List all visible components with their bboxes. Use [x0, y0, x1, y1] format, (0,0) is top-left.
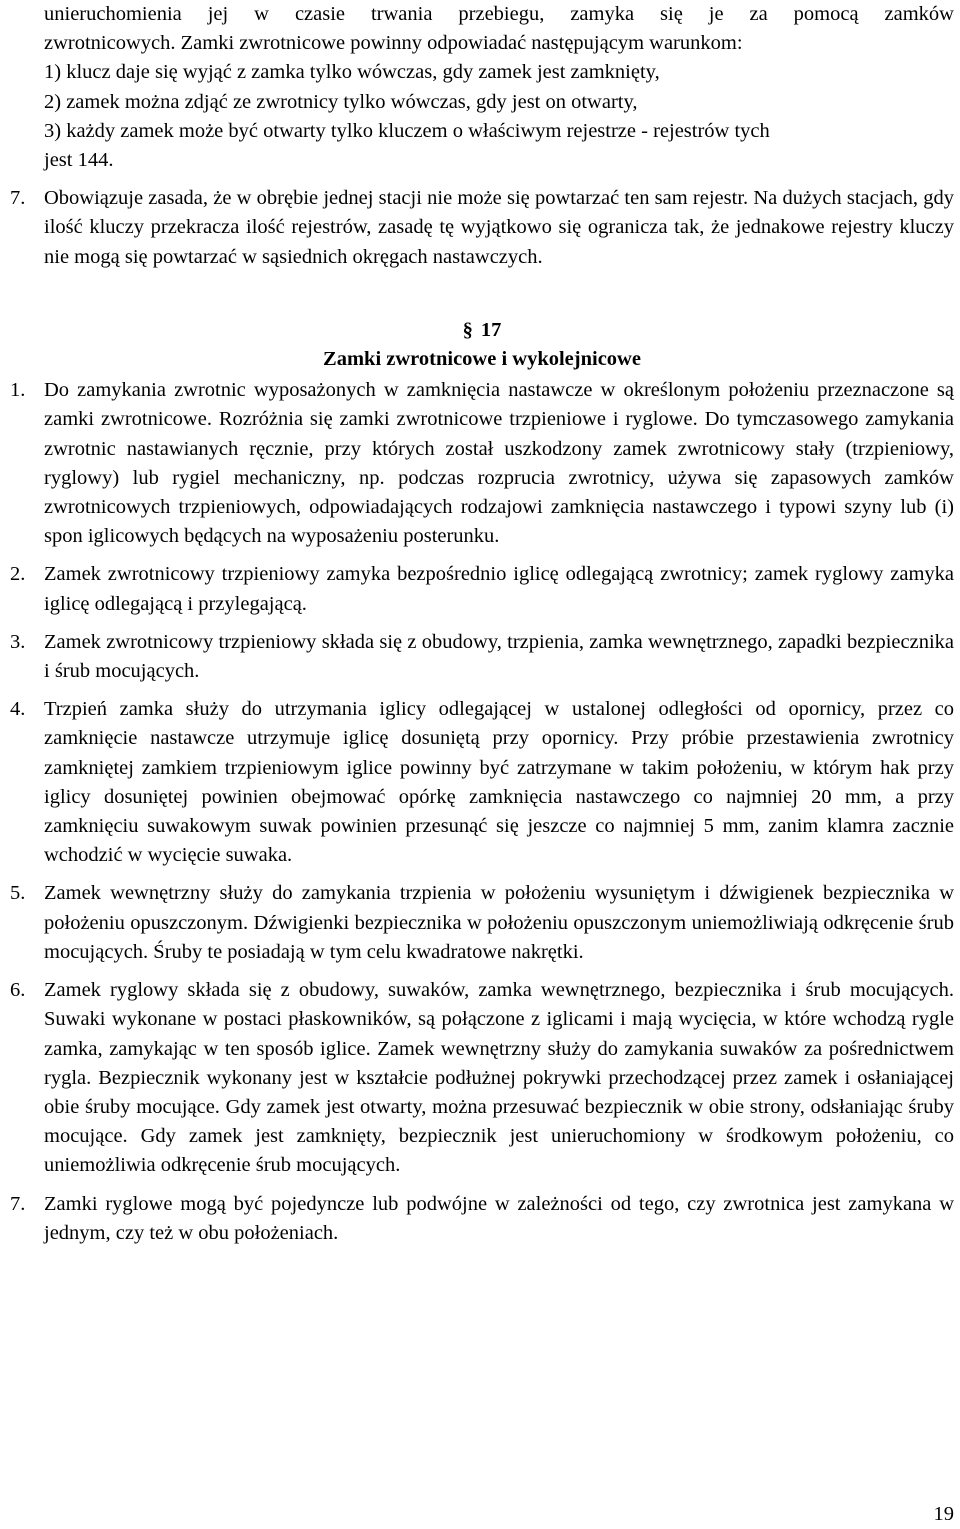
section-number-value: 17 [480, 318, 502, 341]
list-item-number: 7. [10, 1192, 26, 1215]
condition-3-continuation: jest 144. [44, 149, 114, 172]
list-item-number: 6. [10, 979, 26, 1002]
list-item [10, 1190, 954, 1248]
list-item-number: 4. [10, 698, 26, 721]
list-item [10, 376, 954, 551]
list-item-text: Trzpień zamka służy do utrzymania iglicy odlegającej w ustalonej odległości od opornicy, przez co zamknięcie nastawcze utrzymuje iglicę dosuniętą przy opornicy. Przy próbie przestawienia zwrotnicy zamkniętej zamkiem trzpieniowym iglice powinny być zatrzymane w takim położeniu, w którym hak przy iglicy dosuniętej powinien obejmować opórkę zamknięcia nastawczego co najmniej 20 mm, a przy zamknięciu suwakowym suwak powinien przesunąć się jeszcze co najmniej 5 mm, zanim klamra zacznie wchodzić w wycięcie suwaka. [44, 698, 954, 867]
list-item-text: Zamki ryglowe mogą być pojedyncze lub podwójne w zależności od tego, czy zwrotnica jest zamykana w jednym, czy też w obu położeniach. [44, 1192, 954, 1244]
list-item-number: 5. [10, 882, 26, 905]
condition-3: 3) każdy zamek może być otwarty tylko kluczem o właściwym rejestrze - rejestrów tych [44, 119, 770, 142]
intro-line-2: zwrotnicowych. Zamki zwrotnicowe powinny odpowiadać następującym warunkom: [44, 32, 743, 55]
list-item-number: 7. [10, 187, 26, 210]
intro-line-1: unieruchomienia jej w czasie trwania przebiegu, zamyka się je za pomocą zamków [44, 3, 954, 25]
list-item-text: Zamek zwrotnicowy trzpieniowy składa się z obudowy, trzpienia, zamka wewnętrznego, zapadki bezpiecznika i śrub mocujących. [44, 630, 954, 683]
page-number: 19 [933, 1503, 954, 1525]
list-item-text: Obowiązuje zasada, że w obrębie jednej stacji nie może się powtarzać ten sam rejestr. Na dużych stacjach, gdy ilość kluczy przekracza ilość rejestrów, zasadę tę wyjątkowo się ogranicza tak, że jednakowe rejestry kluczy nie mogą się powtarzać w sąsiednich okręgach nastawczych. [44, 187, 954, 268]
document-page [10, 0, 954, 1248]
section-number [10, 316, 954, 345]
list-item-text: Zamek wewnętrzny służy do zamykania trzpienia w położeniu wysuniętym i dźwigienek bezpiecznika w położeniu opuszczonym. Dźwigienki bezpiecznika w położeniu opuszczonym uniemożliwiają odkręcenie śrub mocujących. Śruby te posiadają w tym celu kwadratowe nakrętki. [44, 882, 954, 963]
intro-block [44, 29, 954, 175]
list-item-prev-7 [10, 184, 954, 272]
list-item-text: Zamek ryglowy składa się z obudowy, suwaków, zamka wewnętrznego, bezpiecznika i śrub mocujących. Suwaki wykonane w postaci płaskowników, są połączone z iglicami i mają wycięcia, w które wchodzą rygle zamka, zamykając w ten sposób iglice. Zamek wewnętrzny służy do zamykania suwaków za pośrednictwem rygla. Bezpiecznik wykonany jest w kształcie podłużnej pokrywki przechodzącej przez zamek i osłaniającej obie śruby mocujące. Gdy zamek jest otwarty, można przesuwać bezpiecznik w obie strony, odsłaniając śruby mocujące. Gdy zamek jest zamknięty, bezpiecznik jest unieruchomiony w środkowym położeniu, co uniemożliwia odkręcenie śrub mocujących. [44, 979, 954, 1177]
section-title: Zamki zwrotnicowe i wykolejnicowe [323, 348, 641, 371]
list-item-number: 2. [10, 563, 26, 586]
condition-2: 2) zamek można zdjąć ze zwrotnicy tylko wówczas, gdy jest on otwarty, [44, 90, 638, 113]
list-item-text: Zamek zwrotnicowy trzpieniowy zamyka bezpośrednio iglicę odlegającą zwrotnicy; zamek ryglowy zamyka iglicę odlegającą i przylegającą. [44, 563, 954, 615]
list-item-number: 3. [10, 630, 26, 653]
list-item [10, 976, 954, 1180]
list-item [10, 695, 954, 870]
condition-1: 1) klucz daje się wyjąć z zamka tylko wówczas, gdy zamek jest zamknięty, [44, 61, 660, 84]
list-item [10, 879, 954, 967]
list-item-number: 1. [10, 379, 26, 402]
list-item [10, 560, 954, 618]
list-item-text: Do zamykania zwrotnic wyposażonych w zamknięcia nastawcze w określonym położeniu przeznaczone są zamki zwrotnicowe. Rozróżnia się zamki zwrotnicowe trzpieniowe i ryglowe. Do tymczasowego zamykania zwrotnic nastawianych ręcznie, przy których został uszkodzony zamek zwrotnicowy stały (trzpieniowy, ryglowy) lub rygiel mechaniczny, np. podczas rozprucia zwrotnicy, używa się zapasowych zamków zwrotnicowych trzpieniowych, odpowiadających rodzajowi zamknięcia nastawczego i typowi szyny lub (i) spon iglicowych będących na wyposażeniu posterunku. [44, 379, 954, 548]
list-item [10, 628, 954, 686]
section-symbol: § [462, 318, 473, 341]
